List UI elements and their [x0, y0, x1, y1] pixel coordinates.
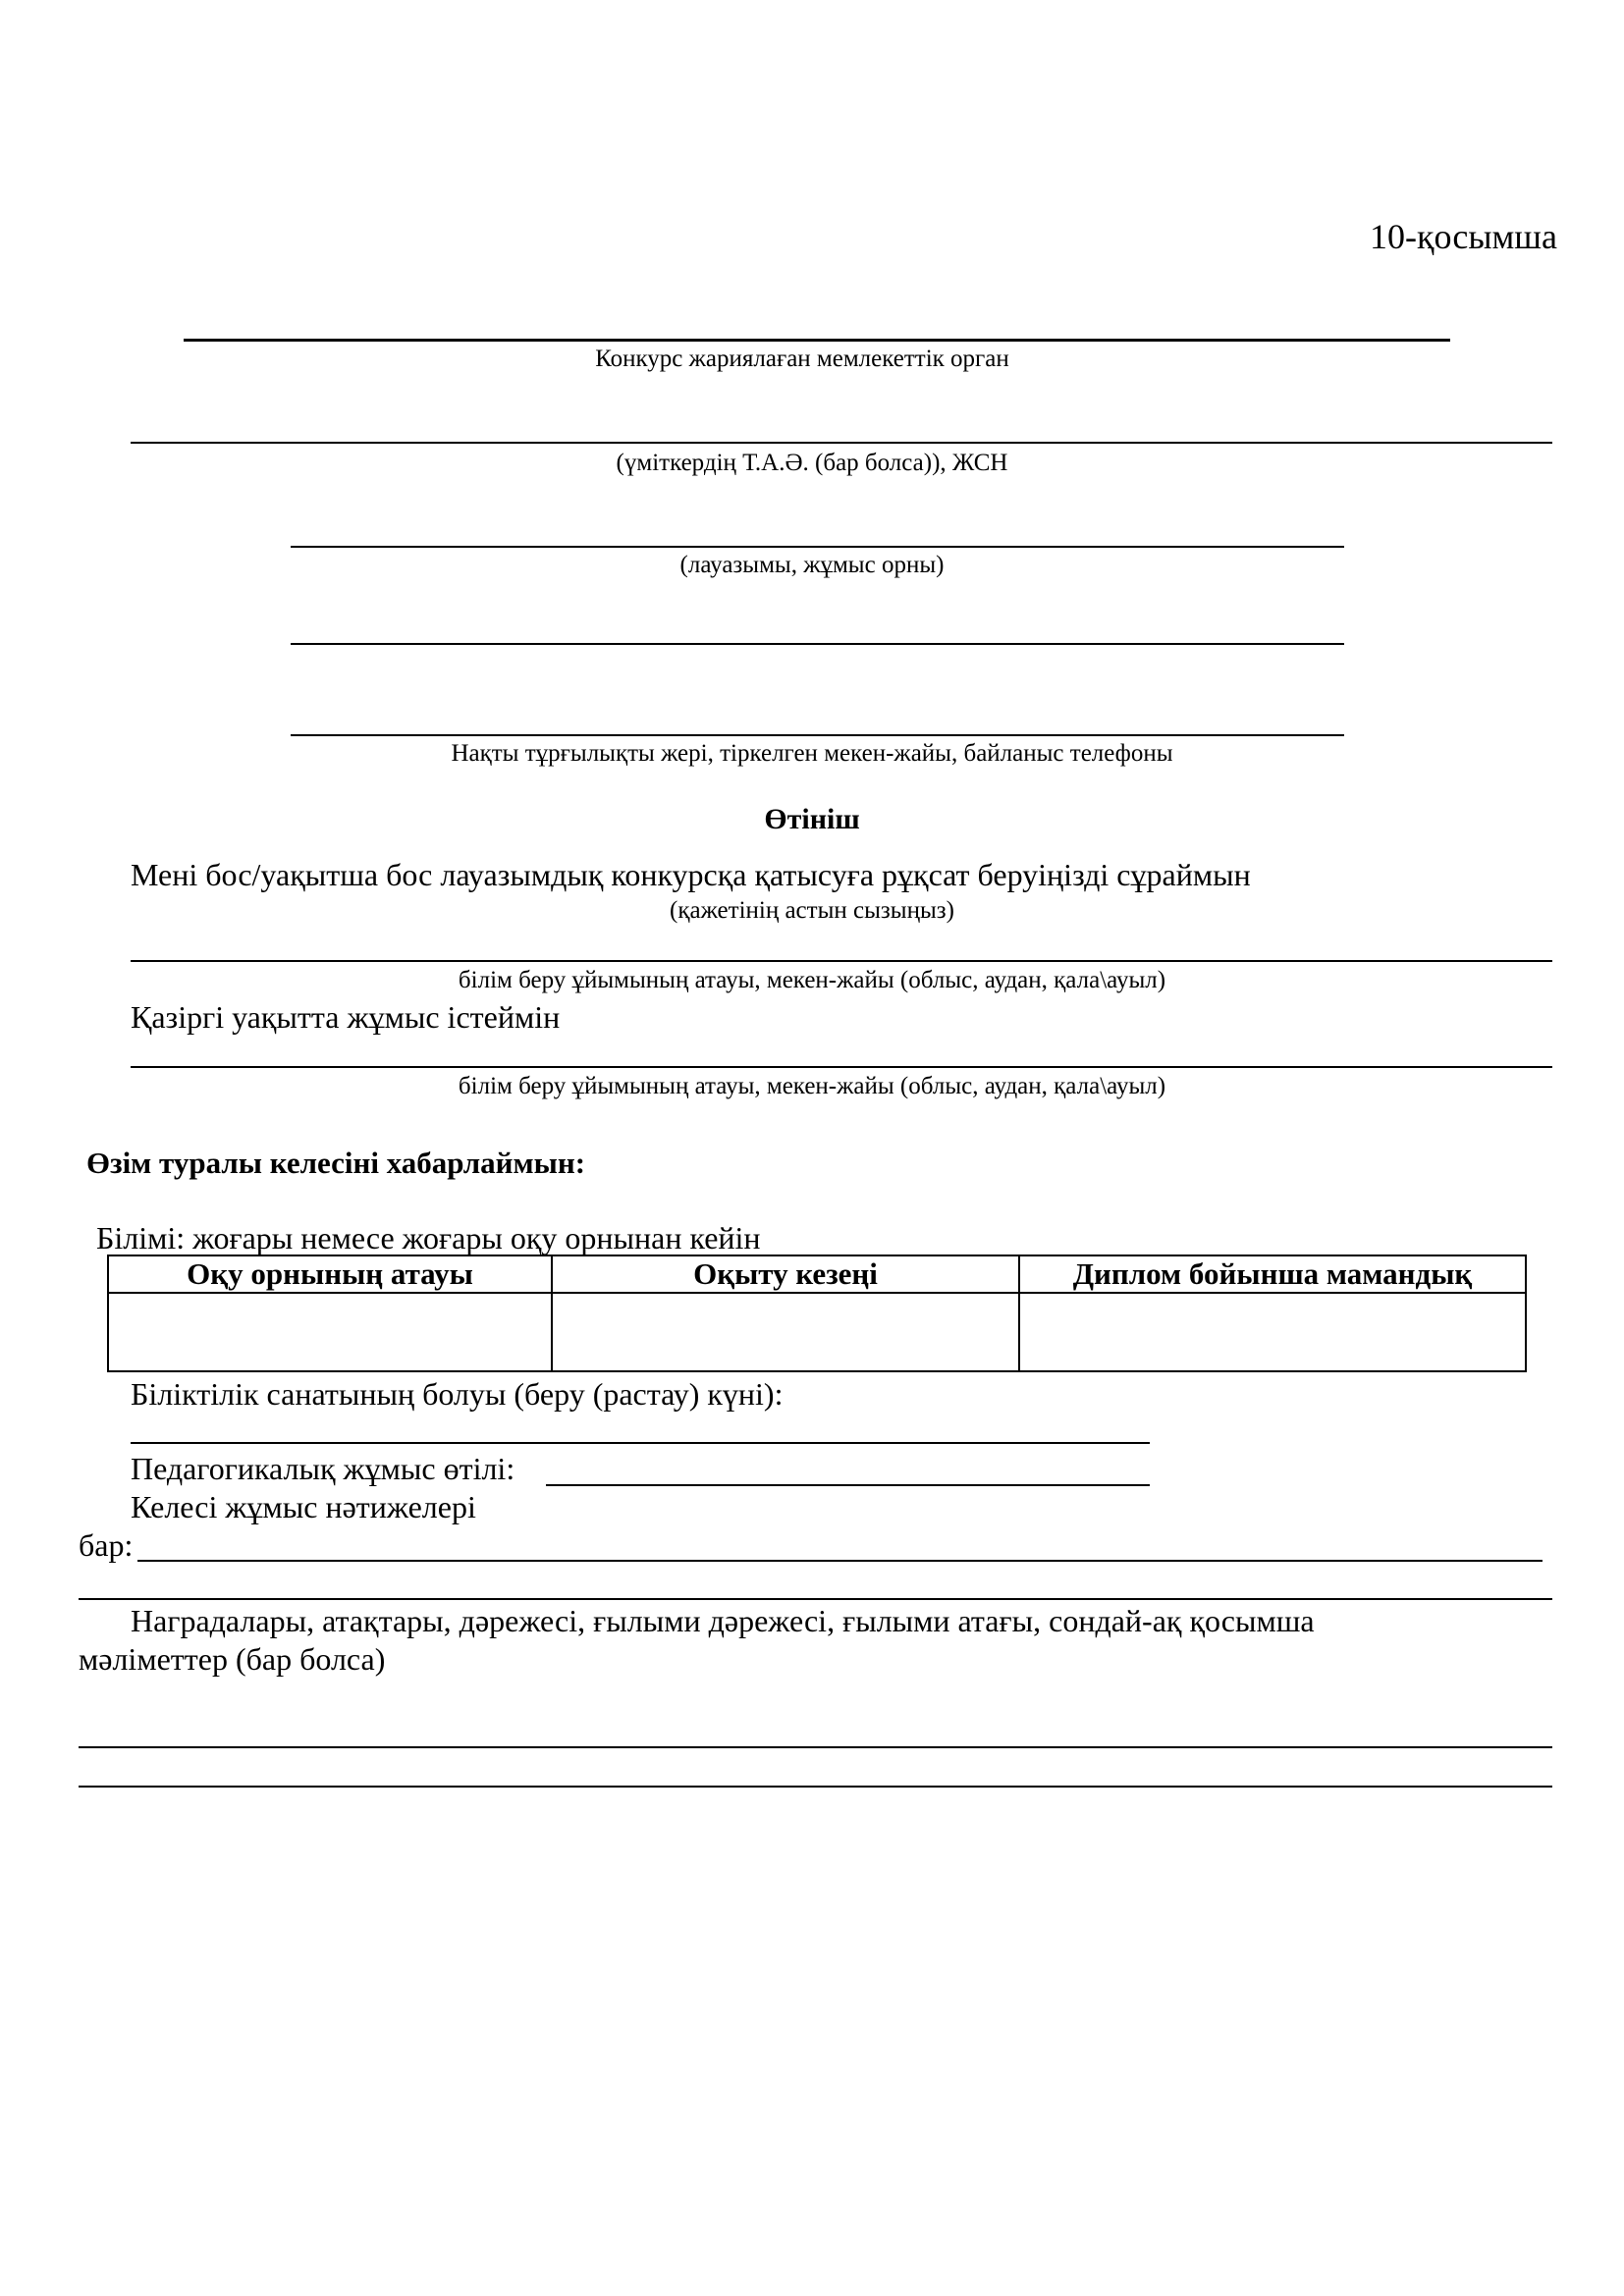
- state-body-field[interactable]: [184, 339, 1450, 342]
- col-institution-header: Оқу орнының атауы: [108, 1255, 552, 1293]
- candidate-caption: (үміткердің Т.А.Ә. (бар болса)), ЖСН: [616, 450, 1008, 476]
- results-label-cont: бар:: [79, 1527, 134, 1563]
- institution-cell[interactable]: [108, 1293, 552, 1371]
- results-label: Келесі жұмыс нәтижелері: [131, 1489, 476, 1524]
- awards-text: Наградалары, атақтары, дәрежесі, ғылыми дәрежесі, ғылыми атағы, сондай-ақ қосымша: [131, 1603, 1315, 1638]
- col-period-header: Оқыту кезеңі: [552, 1255, 1019, 1293]
- current-org-field[interactable]: [131, 1066, 1552, 1068]
- appendix-label: 10-қосымша: [1369, 217, 1557, 256]
- underline-note: (қажетінің астын сызыңыз): [670, 897, 954, 924]
- experience-field[interactable]: [546, 1484, 1150, 1486]
- qualification-field[interactable]: [131, 1442, 1150, 1444]
- table-row: [108, 1293, 1526, 1371]
- col-specialty-header: Диплом бойынша мамандық: [1019, 1255, 1526, 1293]
- education-label: Білімі: жоғары немесе жоғары оқу орнынан кейін: [96, 1220, 761, 1255]
- request-text: Мені бос/уақытша бос лауазымдық конкурсқа қатысуға рұқсат беруіңізді сұраймын: [131, 857, 1251, 892]
- specialty-cell[interactable]: [1019, 1293, 1526, 1371]
- address-field-1[interactable]: [291, 643, 1344, 645]
- period-cell[interactable]: [552, 1293, 1019, 1371]
- target-org-caption: білім беру ұйымының атауы, мекен-жайы (облыс, аудан, қала\ауыл): [458, 967, 1166, 993]
- results-field-1[interactable]: [137, 1560, 1543, 1562]
- address-caption: Нақты тұрғылықты жері, тіркелген мекен-жайы, байланыс телефоны: [451, 740, 1173, 767]
- about-heading: Өзім туралы келесіні хабарлаймын:: [86, 1146, 586, 1180]
- current-work-label: Қазіргі уақытта жұмыс істеймін: [131, 999, 561, 1035]
- awards-field-1[interactable]: [79, 1746, 1552, 1748]
- table-header-row: [108, 1255, 1526, 1293]
- awards-field-2[interactable]: [79, 1786, 1552, 1788]
- position-field[interactable]: [291, 546, 1344, 548]
- current-org-caption: білім беру ұйымының атауы, мекен-жайы (облыс, аудан, қала\ауыл): [458, 1073, 1166, 1099]
- results-field-2[interactable]: [79, 1598, 1552, 1600]
- application-title: Өтініш: [764, 803, 860, 835]
- education-table: [107, 1255, 1527, 1372]
- address-field-2[interactable]: [291, 734, 1344, 736]
- awards-text-cont: мәліметтер (бар болса): [79, 1641, 386, 1677]
- position-caption: (лауазымы, жұмыс орны): [679, 552, 945, 578]
- target-org-field[interactable]: [131, 960, 1552, 962]
- candidate-name-field[interactable]: [131, 442, 1552, 444]
- qualification-label: Біліктілік санатының болуы (беру (растау) күні):: [131, 1376, 784, 1412]
- experience-label: Педагогикалық жұмыс өтілі:: [131, 1451, 515, 1486]
- state-body-caption: Конкурс жариялаған мемлекеттік орган: [595, 346, 1009, 372]
